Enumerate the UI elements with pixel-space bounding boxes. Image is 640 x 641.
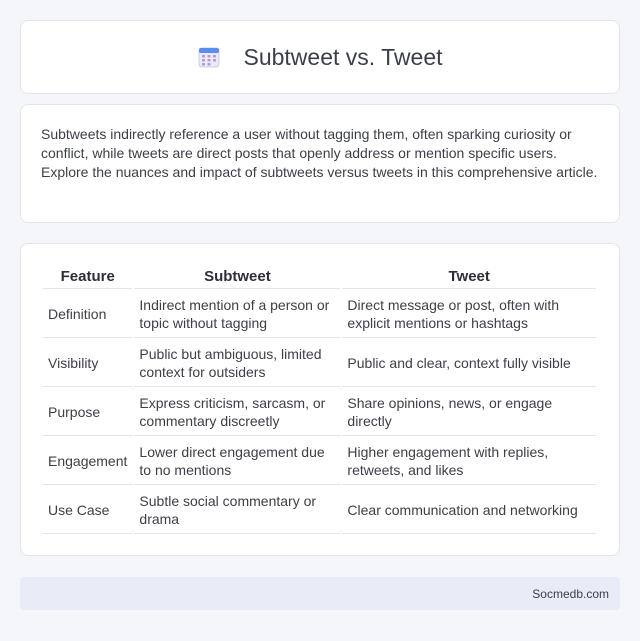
tweet-cell: Share opinions, news, or engage directly	[342, 389, 596, 436]
header-feature: Feature	[43, 265, 132, 289]
header-tweet: Tweet	[342, 265, 596, 289]
table-row	[43, 487, 596, 534]
tweet-cell: Clear communication and networking	[342, 487, 596, 534]
table-row	[43, 291, 596, 338]
title-card	[20, 20, 620, 94]
feature-cell: Purpose	[43, 389, 132, 436]
table-card	[20, 243, 620, 556]
title-row	[197, 44, 442, 71]
intro-paragraph: Subtweets indirectly reference a user without tagging them, often sparking curiosity or conflict, while tweets are direct posts that openly address or mention specific users. Explore the nuances and impact of subtweets versus tweets in this comprehensive article.	[41, 126, 598, 180]
page-title: Subtweet vs. Tweet	[243, 43, 443, 70]
feature-cell: Visibility	[43, 340, 132, 387]
subtweet-cell: Public but ambiguous, limited context for outsiders	[134, 340, 340, 387]
subtweet-cell: Indirect mention of a person or topic without tagging	[134, 291, 340, 338]
tweet-cell: Public and clear, context fully visible	[342, 340, 596, 387]
subtweet-cell: Lower direct engagement due to no mentions	[134, 438, 340, 485]
subtweet-cell: Subtle social commentary or drama	[134, 487, 340, 534]
tweet-cell: Direct message or post, often with explicit mentions or hashtags	[342, 291, 596, 338]
intro-card	[20, 104, 620, 223]
tweet-cell: Higher engagement with replies, retweets, and likes	[342, 438, 596, 485]
subtweet-cell: Express criticism, sarcasm, or commentary discreetly	[134, 389, 340, 436]
feature-cell: Engagement	[43, 438, 132, 485]
table-row	[43, 389, 596, 436]
feature-cell: Use Case	[43, 487, 132, 534]
header-subtweet: Subtweet	[134, 265, 340, 289]
footer-site-link[interactable]: Socmedb.com	[532, 586, 609, 601]
comparison-table	[41, 263, 598, 536]
calendar-icon	[197, 45, 221, 69]
feature-cell: Definition	[43, 291, 132, 338]
table-header-row	[43, 265, 596, 289]
footer	[20, 577, 620, 610]
table-row	[43, 438, 596, 485]
table-row	[43, 340, 596, 387]
